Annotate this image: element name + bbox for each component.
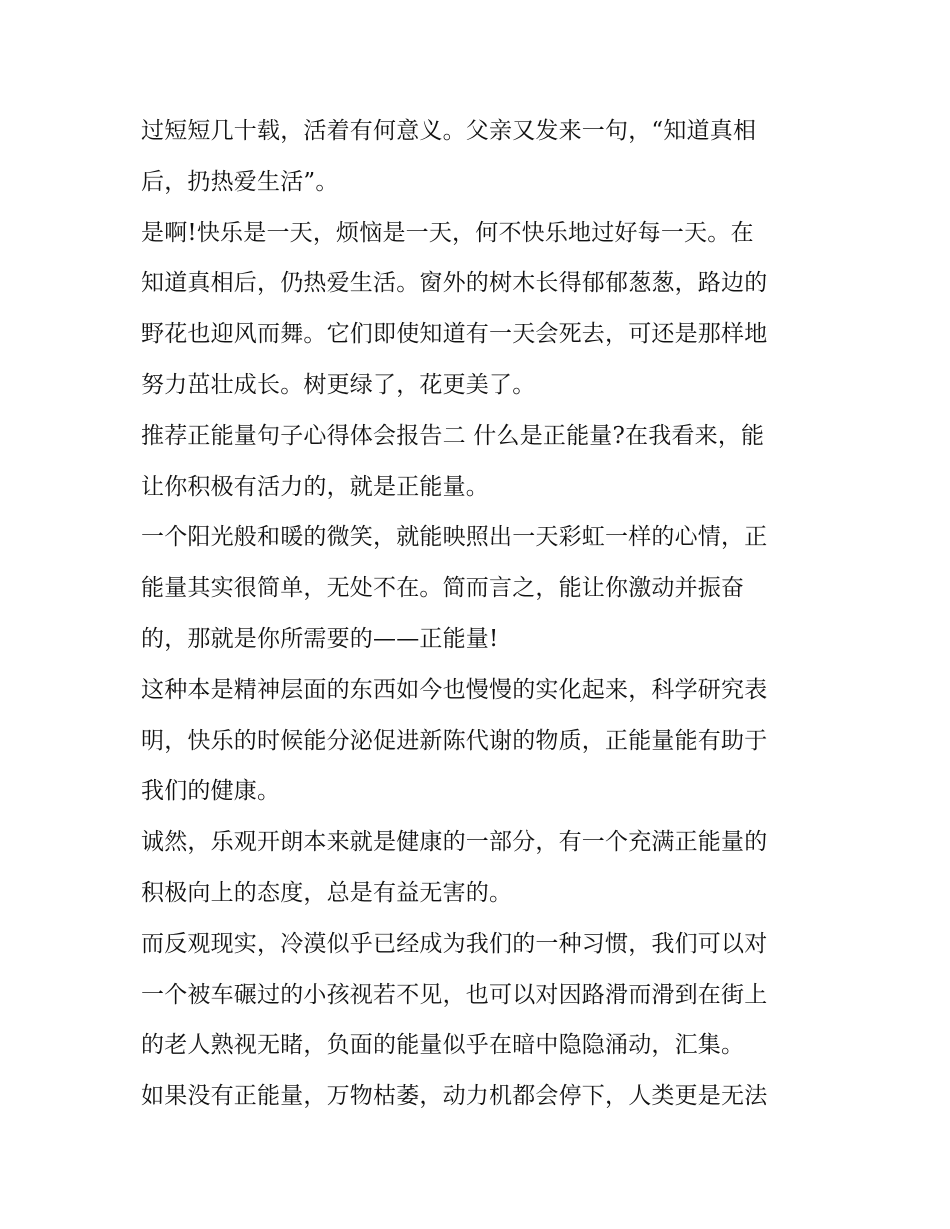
text-line: 如果没有正能量，万物枯萎，动力机都会停下，人类更是无法 bbox=[141, 1083, 768, 1110]
text-line: 让你积极有活力的，就是正能量。 bbox=[141, 473, 489, 500]
text-line: 后，扔热爱生活”。 bbox=[141, 168, 339, 195]
text-line: 的老人熟视无睹，负面的能量似乎在暗中隐隐涌动，汇集。 bbox=[141, 1032, 745, 1059]
text-line: 推荐正能量句子心得体会报告二 什么是正能量?在我看来，能 bbox=[141, 422, 765, 449]
document-body bbox=[141, 106, 813, 1122]
text-line: 明，快乐的时候能分泌促进新陈代谢的物质，正能量能有助于 bbox=[141, 727, 768, 754]
text-line: 而反观现实，冷漠似乎已经成为我们的一种习惯，我们可以对 bbox=[141, 930, 768, 957]
text-line: 这种本是精神层面的东西如今也慢慢的实化起来，科学研究表 bbox=[141, 676, 768, 703]
text-line: 一个阳光般和暖的微笑，就能映照出一天彩虹一样的心情，正 bbox=[141, 524, 768, 551]
text-line: 是啊!快乐是一天，烦恼是一天，何不快乐地过好每一天。在 bbox=[141, 219, 754, 246]
text-line: 能量其实很简单，无处不在。简而言之，能让你激动并振奋 bbox=[141, 575, 745, 602]
text-line: 积极向上的态度，总是有益无害的。 bbox=[141, 879, 513, 906]
text-line: 我们的健康。 bbox=[141, 778, 281, 805]
text-line: 诚然，乐观开朗本来就是健康的一部分，有一个充满正能量的 bbox=[141, 829, 768, 856]
text-line: 过短短几十载，活着有何意义。父亲又发来一句，“知道真相 bbox=[141, 118, 757, 144]
text-line: 野花也迎风而舞。它们即使知道有一天会死去，可还是那样地 bbox=[141, 321, 768, 348]
text-line: 努力茁壮成长。树更绿了，花更美了。 bbox=[141, 371, 536, 398]
text-line: 的，那就是你所需要的——正能量! bbox=[141, 625, 499, 652]
text-line: 一个被车碾过的小孩视若不见，也可以对因路滑而滑到在街上 bbox=[141, 981, 768, 1008]
text-line: 知道真相后，仍热爱生活。窗外的树木长得郁郁葱葱，路边的 bbox=[141, 270, 768, 297]
